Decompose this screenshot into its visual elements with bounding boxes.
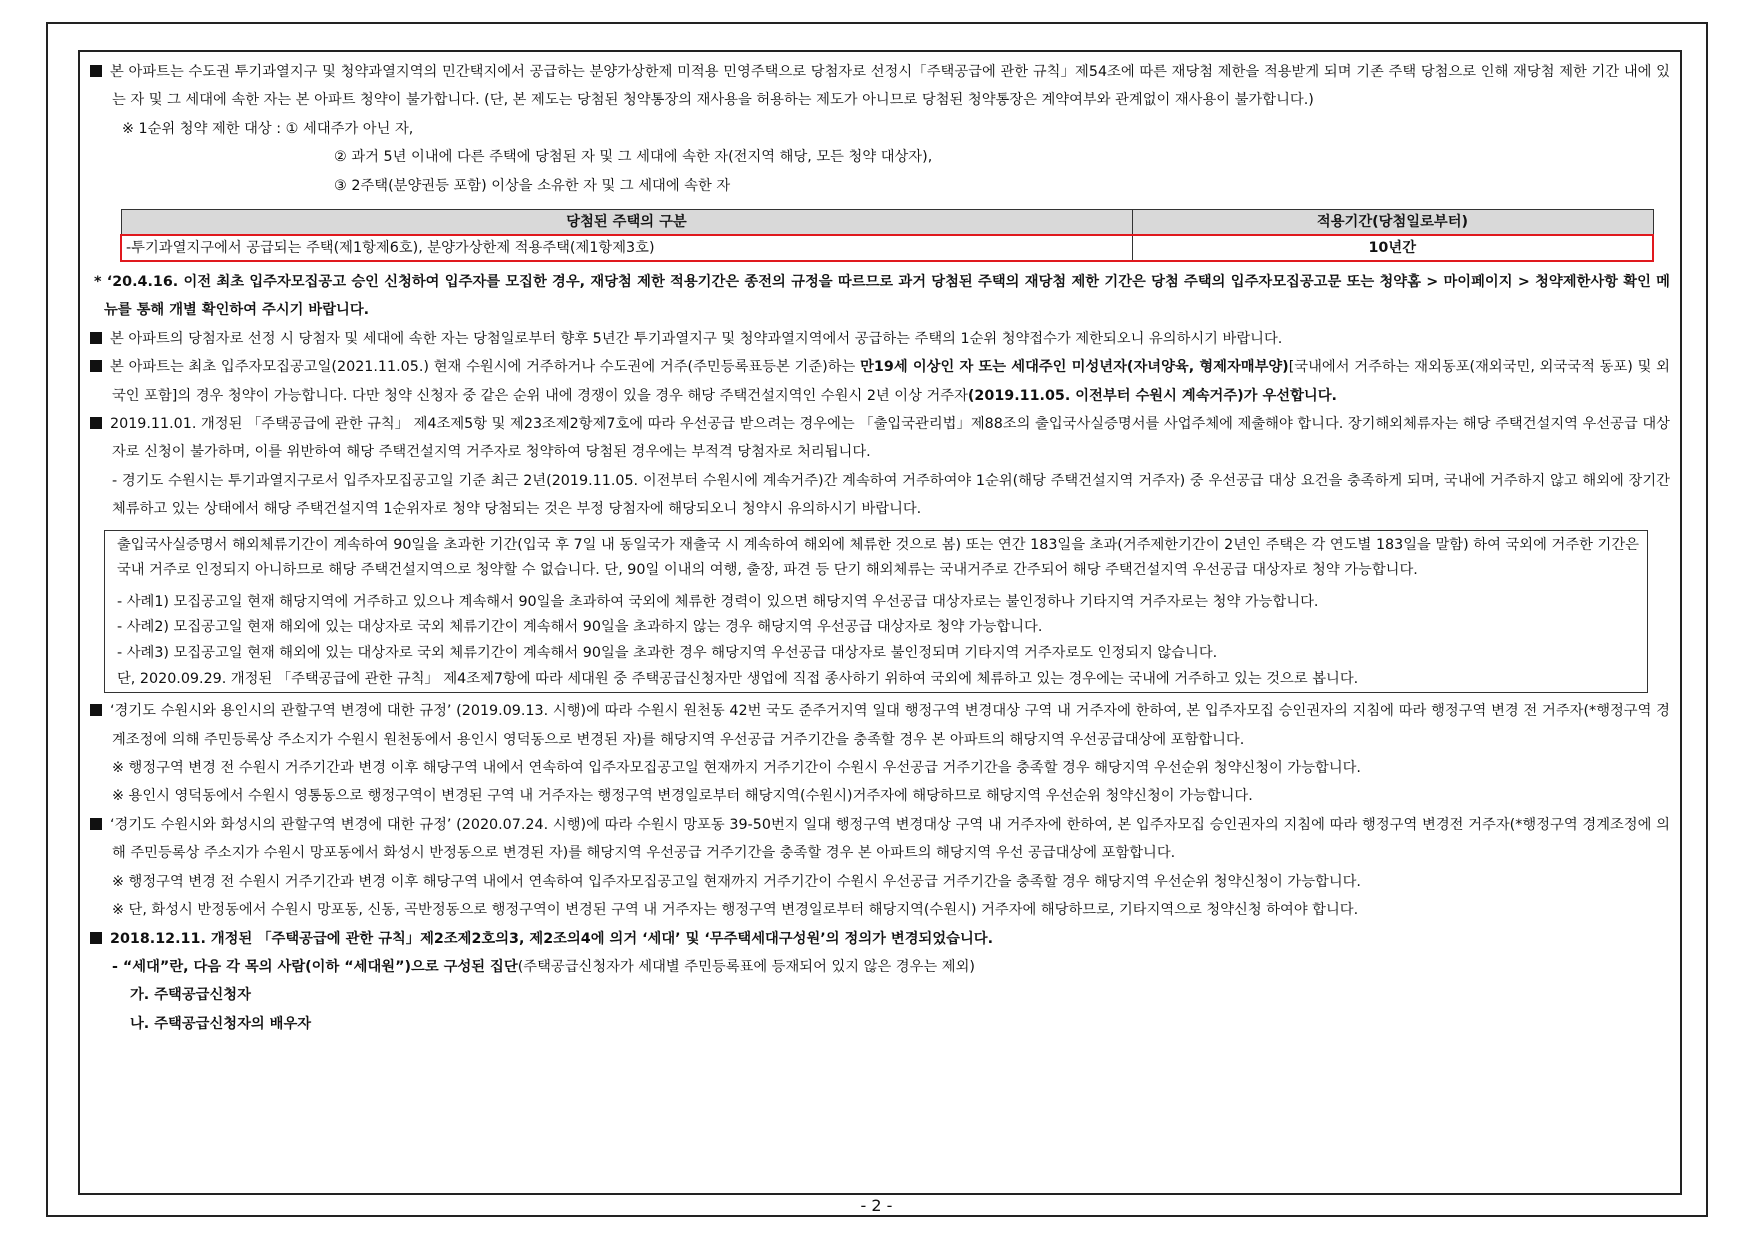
suwon-hwaseong-note-1: ※ 행정구역 변경 전 수원시 거주기간과 변경 이후 해당구역 내에서 연속하여 입주자모집공고일 현재까지 거주기간이 수원시 우선공급 거주기간을 충족할 경우 해당지역 우선순위 청약신청이 가능합니다.: [112, 873, 1361, 890]
note-line-1: ※ 1순위 청약 제한 대상 : ① 세대주가 아닌 자,: [122, 120, 414, 137]
note-line-2: ② 과거 5년 이내에 다른 주택에 당첨된 자 및 그 세대에 속한 자(전지역 해당, 모든 청약 대상자),: [334, 149, 933, 166]
square-bullet-icon: [90, 932, 102, 944]
household-item-na: 나. 주택공급신청자의 배우자: [130, 1015, 312, 1032]
paragraph-immigration-certificate: 2019.11.01. 개정된 「주택공급에 관한 규칙」 제4조제5항 및 제23조제2항제7호에 따라 우선공급 받으려는 경우에는 「출입국관리법」제88조의 출입국사실증명서를 사업주체에 제출해야 합니다. 장기해외체류자는 해당 주택건설지역 우선공급 대상자로 신청이 불가하며, 이를 위반하여 해당 주택건설지역 거주자로 청약하여 당첨된 경우에는 부적격 당첨자로 처리됩니다.: [90, 410, 1670, 467]
square-bullet-icon: [90, 65, 102, 77]
paragraph-household-definition: 2018.12.11. 개정된 「주택공급에 관한 규칙」제2조제2호의3, 제2조의4에 의거 ‘세대’ 및 ‘무주택세대구성원’의 정의가 변경되었습니다.: [90, 925, 1670, 953]
first-rank-restriction-note: [90, 115, 1670, 200]
table-cell-period: 10년간: [1132, 235, 1653, 261]
table-header-period: 적용기간(당첨일로부터): [1132, 210, 1653, 236]
paragraph-reapplication-limit: 본 아파트는 수도권 투기과열지구 및 청약과열지역의 민간택지에서 공급하는 분양가상한제 미적용 민영주택으로 당첨자로 선정시「주택공급에 관한 규칙」제54조에 따른 재당첨 제한을 적용받게 되며 기존 주택 당첨으로 인해 재당첨 제한 기간 내에 있는 자 및 그 세대에 속한 자는 본 아파트 청약이 불가합니다. (단, 본 제도는 당첨된 청약통장의 재사용을 허용하는 제도가 아니므로 당첨된 청약통장은 계약여부와 관계없이 재사용이 불가합니다.): [90, 58, 1670, 115]
household-definition-line: - “세대”란, 다음 각 목의 사람(이하 “세대원”)으로 구성된 집단(주택공급신청자가 세대별 주민등록표에 등재되어 있지 않은 경우는 제외): [112, 958, 975, 975]
suwon-yongin-note-2: ※ 용인시 영덕동에서 수원시 영통동으로 행정구역이 변경된 구역 내 거주자는 행정구역 변경일로부터 해당지역(수원시)거주자에 해당하므로 해당지역 우선순위 청약신청이 가능합니다.: [112, 788, 1253, 805]
paragraph-suwon-hwaseong: ‘경기도 수원시와 화성시의 관할구역 변경에 대한 규정’ (2020.07.24. 시행)에 따라 수원시 망포동 39-50번지 일대 행정구역 변경대상 구역 내 거주자에 한하여, 본 입주자모집 승인권자의 지침에 따라 행정구역 변경전 거주자(*행정구역 경계조정에 의해 주민등록상 주소지가 수원시 망포동에서 화성시 반정동으로 변경된 자)를 해당지역 우선공급 거주기간을 충족할 경우 본 아파트의 해당지역 우선 공급대상에 포함합니다.: [90, 811, 1670, 868]
box-case-1: - 사례1) 모집공고일 현재 해당지역에 거주하고 있으나 계속해서 90일을 초과하여 국외에 체류한 경력이 있으면 해당지역 우선공급 대상자로는 불인정하나 기타지역 거주자로는 청약 가능합니다.: [117, 593, 1319, 610]
star-note: * ‘20.4.16. 이전 최초 입주자모집공고 승인 신청하여 입주자를 모집한 경우, 재당첨 제한 적용기간은 종전의 규정을 따르므로 과거 당첨된 주택의 재당첨 제한 기간은 당첨 주택의 입주자모집공고문 또는 청약홈 > 마이페이지 > 청약제한사항 확인 메뉴를 통해 개별 확인하여 주시기 바랍니다.: [94, 274, 1670, 319]
table-cell-type: -투기과열지구에서 공급되는 주택(제1항제6호), 분양가상한제 적용주택(제1항제3호): [121, 235, 1132, 261]
overseas-stay-box: [104, 530, 1648, 694]
square-bullet-icon: [90, 360, 102, 372]
paragraph-five-year-limit: 본 아파트의 당첨자로 선정 시 당첨자 및 세대에 속한 자는 당첨일로부터 향후 5년간 투기과열지구 및 청약과열지역에서 공급하는 주택의 1순위 청약접수가 제한되오니 유의하시기 바랍니다.: [90, 325, 1670, 353]
table-row-highlighted: [121, 235, 1653, 261]
note-line-3: ③ 2주택(분양권등 포함) 이상을 소유한 자 및 그 세대에 속한 자: [334, 177, 731, 194]
paragraph-suwon-residency: - 경기도 수원시는 투기과열지구로서 입주자모집공고일 기준 최근 2년(2019.11.05. 이전부터 수원시에 계속거주)간 계속하여 거주하여야 1순위(해당 주택건설지역 거주자) 중 우선공급 대상 요건을 충족하게 되며, 국내에 거주하지 않고 해외에 장기간체류하고 있는 상태에서 해당 주택건설지역 1순위자로 청약 당첨되는 것은 부정 당첨자에 해당되오니 청약시 유의하시기 바랍니다.: [112, 472, 1670, 518]
square-bullet-icon: [90, 332, 102, 344]
box-main-text: 출입국사실증명서 해외체류기간이 계속하여 90일을 초과한 기간(입국 후 7일 내 동일국가 재출국 시 계속하여 해외에 체류한 것으로 봄) 또는 연간 183일을 초과(거주제한기간이 2년인 주택은 각 연도별 183일을 말함) 하여 국외에 거주한 기간은 국내 거주로 인정되지 아니하므로 해당 주택건설지역으로 청약할 수 없습니다. 단, 90일 이내의 여행, 출장, 파견 등 단기 해외체류는 국내거주로 간주되어 해당 주택건설지역 우선공급 대상자로 청약 가능합니다.: [117, 536, 1639, 579]
square-bullet-icon: [90, 818, 102, 830]
table-header-type: 당첨된 주택의 구분: [121, 210, 1132, 236]
document-body: [78, 50, 1682, 1195]
box-case-2: - 사례2) 모집공고일 현재 해외에 있는 대상자로 국외 체류기간이 계속해서 90일을 초과하지 않는 경우 해당지역 우선공급 대상자로 청약 가능합니다.: [117, 619, 1043, 636]
square-bullet-icon: [90, 704, 102, 716]
square-bullet-icon: [90, 417, 102, 429]
restriction-period-table: [120, 209, 1654, 262]
box-last-note: 단, 2020.09.29. 개정된 「주택공급에 관한 규칙」 제4조제7항에 따라 세대원 중 주택공급신청자만 생업에 직접 종사하기 위하여 국외에 체류하고 있는 경우에는 국내에 거주하고 있는 것으로 봅니다.: [117, 670, 1359, 687]
paragraph-suwon-yongin: ‘경기도 수원시와 용인시의 관할구역 변경에 대한 규정’ (2019.09.13. 시행)에 따라 수원시 원천동 42번 국도 준주거지역 일대 행정구역 변경대상 구역 내 거주자에 한하여, 본 입주자모집 승인권자의 지침에 따라 행정구역 변경 전 거주자(*행정구역 경계조정에 의해 주민등록상 주소지가 수원시 원천동에서 용인시 영덕동으로 변경된 자)를 해당지역 우선공급 거주기간을 충족할 경우 본 아파트의 해당지역 우선공급대상에 포함합니다.: [90, 697, 1670, 754]
suwon-hwaseong-note-2: ※ 단, 화성시 반정동에서 수원시 망포동, 신동, 곡반정동으로 행정구역이 변경된 구역 내 거주자는 행정구역 변경일로부터 해당지역(수원시) 거주자에 해당하므로, 기타지역으로 청약신청 하여야 합니다.: [112, 902, 1359, 919]
page-number: - 2 -: [860, 1196, 893, 1215]
household-item-ga: 가. 주택공급신청자: [130, 987, 251, 1004]
suwon-yongin-note-1: ※ 행정구역 변경 전 수원시 거주기간과 변경 이후 해당구역 내에서 연속하여 입주자모집공고일 현재까지 거주기간이 수원시 우선공급 거주기간을 충족할 경우 해당지역 우선순위 청약신청이 가능합니다.: [112, 760, 1361, 777]
box-case-3: - 사례3) 모집공고일 현재 해외에 있는 대상자로 국외 체류기간이 계속해서 90일을 초과한 경우 해당지역 우선공급 대상자로 불인정되며 기타지역 거주자로도 인정되지 않습니다.: [117, 645, 1218, 662]
paragraph-eligibility: 본 아파트는 최초 입주자모집공고일(2021.11.05.) 현재 수원시에 거주하거나 수도권에 거주(주민등록표등본 기준)하는 만19세 이상인 자 또는 세대주인 미성년자(자녀양육, 형제자매부양)[국내에서 거주하는 재외동포(재외국민, 외국국적 동포) 및 외국인 포함]의 경우 청약이 가능합니다. 다만 청약 신청자 중 같은 순위 내에 경쟁이 있을 경우 해당 주택건설지역인 수원시 2년 이상 거주자(2019.11.05. 이전부터 수원시 계속거주)가 우선합니다.: [90, 353, 1670, 410]
